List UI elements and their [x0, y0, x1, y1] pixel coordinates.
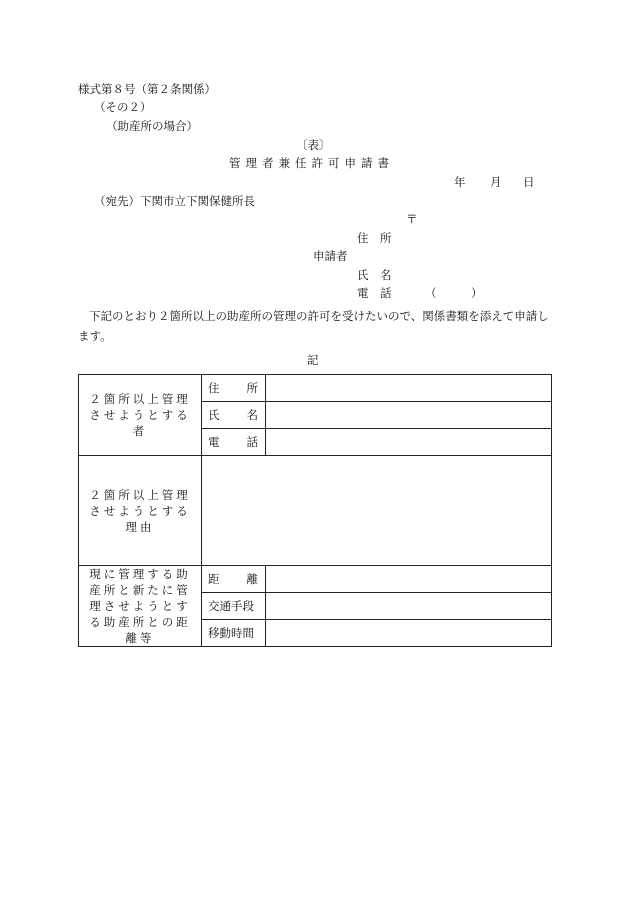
section1-address-field[interactable] — [266, 375, 552, 402]
section1-address-label: 住 所 — [202, 375, 266, 402]
section1-label: ２箇所以上管理させようとする者 — [79, 375, 202, 456]
applicant-phone-label: 電 話 — [357, 286, 392, 300]
applicant-address-label: 住 所 — [357, 231, 392, 245]
table-row — [79, 566, 552, 593]
form-case: （助産所の場合） — [106, 119, 198, 133]
applicant-name-label: 氏 名 — [357, 268, 392, 282]
section3-distance-label: 距 離 — [202, 566, 266, 593]
section3-transport-label: 交通手段 — [202, 593, 266, 620]
section3-label: 現に管理する助産所と新たに管理させようとする助産所との距離等 — [79, 566, 202, 647]
applicant-label: 申請者 — [313, 249, 348, 263]
section1-phone-field[interactable] — [266, 429, 552, 456]
date-year: 年 — [454, 175, 466, 189]
section3-travel-time-label: 移動時間 — [202, 620, 266, 647]
section3-travel-time-field[interactable] — [266, 620, 552, 647]
table-row — [79, 375, 552, 402]
section2-label: ２箇所以上管理させようとする理由 — [79, 456, 202, 566]
body-text: 下記のとおり２箇所以上の助産所の管理の許可を受けたいので、関係書類を添えて申請します。 — [78, 309, 549, 343]
section3-transport-field[interactable] — [266, 593, 552, 620]
table-row — [79, 456, 552, 566]
section2-reason-field[interactable] — [202, 456, 552, 566]
page-title: 管理者兼任許可申請書 — [229, 156, 394, 170]
addressee: （宛先）下関市立下関保健所長 — [94, 194, 255, 208]
section1-phone-label: 電 話 — [202, 429, 266, 456]
application-table — [78, 374, 552, 647]
date-day: 日 — [523, 175, 535, 189]
section1-name-label: 氏 名 — [202, 402, 266, 429]
ki-mark: 記 — [307, 353, 319, 367]
section3-distance-field[interactable] — [266, 566, 552, 593]
form-part: （その２） — [94, 100, 152, 114]
form-number: 様式第８号（第２条関係） — [78, 82, 216, 96]
applicant-phone-paren: （ ） — [425, 286, 483, 300]
postal-mark: 〒 — [406, 212, 418, 226]
front-mark: 〔表〕 — [296, 138, 331, 152]
date-month: 月 — [490, 175, 502, 189]
section1-name-field[interactable] — [266, 402, 552, 429]
